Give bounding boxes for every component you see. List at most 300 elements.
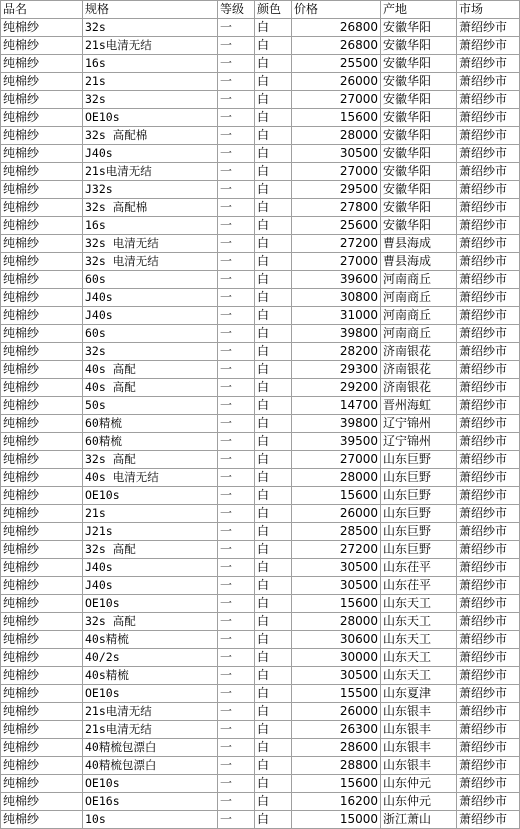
- table-row: [1, 127, 520, 145]
- cell-market: 萧绍纱市: [457, 361, 520, 379]
- table-row: [1, 91, 520, 109]
- table-row: [1, 55, 520, 73]
- cell-color: 白: [255, 487, 292, 505]
- cell-spec: OE10s: [83, 595, 218, 613]
- cell-color: 白: [255, 757, 292, 775]
- cell-grade: 一: [218, 19, 255, 37]
- cell-market: 萧绍纱市: [457, 811, 520, 829]
- table-row: [1, 289, 520, 307]
- cell-color: 白: [255, 271, 292, 289]
- cell-color: 白: [255, 19, 292, 37]
- cell-price: 30500: [292, 667, 381, 685]
- cell-grade: 一: [218, 811, 255, 829]
- cell-price: 15600: [292, 775, 381, 793]
- cell-product-name: 纯棉纱: [1, 163, 83, 181]
- cell-price: 28600: [292, 739, 381, 757]
- cell-spec: 40s 电清无结: [83, 469, 218, 487]
- cell-color: 白: [255, 145, 292, 163]
- table-row: [1, 523, 520, 541]
- table-row: [1, 19, 520, 37]
- cell-price: 39600: [292, 271, 381, 289]
- cell-color: 白: [255, 811, 292, 829]
- cell-product-name: 纯棉纱: [1, 631, 83, 649]
- cell-origin: 安徽华阳: [381, 109, 457, 127]
- cell-product-name: 纯棉纱: [1, 487, 83, 505]
- cell-spec: 21s: [83, 73, 218, 91]
- cell-price: 26800: [292, 37, 381, 55]
- table-row: [1, 361, 520, 379]
- cell-color: 白: [255, 379, 292, 397]
- cell-origin: 山东巨野: [381, 541, 457, 559]
- cell-color: 白: [255, 631, 292, 649]
- cell-price: 15500: [292, 685, 381, 703]
- cell-origin: 曹县海成: [381, 235, 457, 253]
- table-row: [1, 325, 520, 343]
- cell-price: 15600: [292, 487, 381, 505]
- cell-color: 白: [255, 469, 292, 487]
- cell-color: 白: [255, 181, 292, 199]
- cell-price: 28000: [292, 469, 381, 487]
- table-row: [1, 559, 520, 577]
- table-row: [1, 541, 520, 559]
- cell-price: 27800: [292, 199, 381, 217]
- cell-origin: 山东银丰: [381, 757, 457, 775]
- cell-market: 萧绍纱市: [457, 487, 520, 505]
- cell-color: 白: [255, 253, 292, 271]
- table-row: [1, 595, 520, 613]
- table-row: [1, 109, 520, 127]
- cell-grade: 一: [218, 685, 255, 703]
- cell-grade: 一: [218, 415, 255, 433]
- cell-color: 白: [255, 217, 292, 235]
- cell-grade: 一: [218, 757, 255, 775]
- cell-origin: 安徽华阳: [381, 217, 457, 235]
- header-color: 颜色: [255, 1, 292, 19]
- cell-color: 白: [255, 397, 292, 415]
- table-row: [1, 217, 520, 235]
- cell-grade: 一: [218, 721, 255, 739]
- cell-product-name: 纯棉纱: [1, 703, 83, 721]
- cell-grade: 一: [218, 343, 255, 361]
- cell-product-name: 纯棉纱: [1, 793, 83, 811]
- cell-market: 萧绍纱市: [457, 109, 520, 127]
- cell-color: 白: [255, 73, 292, 91]
- cell-spec: 60精梳: [83, 433, 218, 451]
- table-row: [1, 469, 520, 487]
- cell-color: 白: [255, 613, 292, 631]
- cell-origin: 济南银花: [381, 361, 457, 379]
- cell-grade: 一: [218, 217, 255, 235]
- cell-grade: 一: [218, 775, 255, 793]
- cell-market: 萧绍纱市: [457, 19, 520, 37]
- cell-market: 萧绍纱市: [457, 325, 520, 343]
- cell-color: 白: [255, 739, 292, 757]
- cell-color: 白: [255, 559, 292, 577]
- cell-price: 25600: [292, 217, 381, 235]
- cell-color: 白: [255, 109, 292, 127]
- cell-price: 30500: [292, 577, 381, 595]
- cell-product-name: 纯棉纱: [1, 685, 83, 703]
- cell-price: 27000: [292, 451, 381, 469]
- cell-product-name: 纯棉纱: [1, 127, 83, 145]
- cell-market: 萧绍纱市: [457, 163, 520, 181]
- cell-grade: 一: [218, 469, 255, 487]
- cell-price: 28800: [292, 757, 381, 775]
- cell-price: 27200: [292, 235, 381, 253]
- cell-market: 萧绍纱市: [457, 775, 520, 793]
- table-row: [1, 415, 520, 433]
- cell-price: 30000: [292, 649, 381, 667]
- cell-origin: 山东巨野: [381, 505, 457, 523]
- cell-spec: OE10s: [83, 109, 218, 127]
- cell-grade: 一: [218, 595, 255, 613]
- table-row: [1, 649, 520, 667]
- cell-market: 萧绍纱市: [457, 307, 520, 325]
- cell-grade: 一: [218, 541, 255, 559]
- cell-color: 白: [255, 703, 292, 721]
- cell-grade: 一: [218, 109, 255, 127]
- cell-origin: 河南商丘: [381, 271, 457, 289]
- cell-grade: 一: [218, 397, 255, 415]
- table-row: [1, 775, 520, 793]
- cell-grade: 一: [218, 73, 255, 91]
- cell-spec: 21s电清无结: [83, 163, 218, 181]
- cell-price: 15600: [292, 595, 381, 613]
- cell-origin: 山东天工: [381, 667, 457, 685]
- cell-product-name: 纯棉纱: [1, 397, 83, 415]
- cell-spec: 32s 高配: [83, 541, 218, 559]
- cell-product-name: 纯棉纱: [1, 19, 83, 37]
- cell-grade: 一: [218, 577, 255, 595]
- cell-product-name: 纯棉纱: [1, 325, 83, 343]
- cell-market: 萧绍纱市: [457, 379, 520, 397]
- table-row: [1, 685, 520, 703]
- cell-product-name: 纯棉纱: [1, 199, 83, 217]
- cell-origin: 山东巨野: [381, 487, 457, 505]
- cell-color: 白: [255, 523, 292, 541]
- cell-origin: 山东天工: [381, 631, 457, 649]
- cell-grade: 一: [218, 199, 255, 217]
- cell-origin: 山东银丰: [381, 703, 457, 721]
- table-row: [1, 307, 520, 325]
- cell-price: 30500: [292, 145, 381, 163]
- cell-product-name: 纯棉纱: [1, 739, 83, 757]
- cell-color: 白: [255, 343, 292, 361]
- cell-product-name: 纯棉纱: [1, 667, 83, 685]
- cell-market: 萧绍纱市: [457, 721, 520, 739]
- cell-market: 萧绍纱市: [457, 613, 520, 631]
- table-row: [1, 379, 520, 397]
- cell-grade: 一: [218, 559, 255, 577]
- cell-origin: 安徽华阳: [381, 199, 457, 217]
- cell-grade: 一: [218, 37, 255, 55]
- table-row: [1, 433, 520, 451]
- cell-origin: 安徽华阳: [381, 127, 457, 145]
- cell-color: 白: [255, 307, 292, 325]
- cell-spec: 60s: [83, 325, 218, 343]
- cell-price: 27000: [292, 91, 381, 109]
- cell-origin: 山东巨野: [381, 451, 457, 469]
- cell-color: 白: [255, 721, 292, 739]
- cell-grade: 一: [218, 55, 255, 73]
- cell-market: 萧绍纱市: [457, 667, 520, 685]
- cell-color: 白: [255, 667, 292, 685]
- cell-market: 萧绍纱市: [457, 343, 520, 361]
- cell-price: 25500: [292, 55, 381, 73]
- cell-color: 白: [255, 577, 292, 595]
- cell-color: 白: [255, 325, 292, 343]
- header-market: 市场: [457, 1, 520, 19]
- table-row: [1, 181, 520, 199]
- cell-product-name: 纯棉纱: [1, 289, 83, 307]
- cell-origin: 山东银丰: [381, 721, 457, 739]
- cell-product-name: 纯棉纱: [1, 361, 83, 379]
- cell-market: 萧绍纱市: [457, 55, 520, 73]
- cell-grade: 一: [218, 145, 255, 163]
- cell-price: 30600: [292, 631, 381, 649]
- cell-market: 萧绍纱市: [457, 73, 520, 91]
- cell-product-name: 纯棉纱: [1, 235, 83, 253]
- cell-origin: 山东茌平: [381, 559, 457, 577]
- cell-spec: 40s 高配: [83, 361, 218, 379]
- cell-color: 白: [255, 289, 292, 307]
- cell-price: 28000: [292, 127, 381, 145]
- cell-product-name: 纯棉纱: [1, 145, 83, 163]
- cell-spec: 21s电清无结: [83, 703, 218, 721]
- header-product-name: 品名: [1, 1, 83, 19]
- cell-origin: 安徽华阳: [381, 37, 457, 55]
- cell-color: 白: [255, 199, 292, 217]
- cell-spec: 16s: [83, 217, 218, 235]
- cell-spec: J40s: [83, 145, 218, 163]
- cell-origin: 河南商丘: [381, 289, 457, 307]
- cell-spec: OE16s: [83, 793, 218, 811]
- cell-market: 萧绍纱市: [457, 415, 520, 433]
- cell-grade: 一: [218, 667, 255, 685]
- cell-market: 萧绍纱市: [457, 685, 520, 703]
- cell-origin: 安徽华阳: [381, 73, 457, 91]
- cell-origin: 安徽华阳: [381, 145, 457, 163]
- cell-price: 28000: [292, 613, 381, 631]
- header-origin: 产地: [381, 1, 457, 19]
- cell-product-name: 纯棉纱: [1, 541, 83, 559]
- cell-grade: 一: [218, 235, 255, 253]
- cell-price: 27000: [292, 253, 381, 271]
- cell-price: 26300: [292, 721, 381, 739]
- cell-spec: J32s: [83, 181, 218, 199]
- cell-color: 白: [255, 127, 292, 145]
- cell-product-name: 纯棉纱: [1, 37, 83, 55]
- cell-product-name: 纯棉纱: [1, 757, 83, 775]
- cell-product-name: 纯棉纱: [1, 559, 83, 577]
- cell-spec: 16s: [83, 55, 218, 73]
- table-row: [1, 451, 520, 469]
- cell-market: 萧绍纱市: [457, 433, 520, 451]
- cell-product-name: 纯棉纱: [1, 253, 83, 271]
- cell-spec: 40s 高配: [83, 379, 218, 397]
- cell-grade: 一: [218, 487, 255, 505]
- cell-grade: 一: [218, 289, 255, 307]
- cell-price: 39500: [292, 433, 381, 451]
- cell-grade: 一: [218, 505, 255, 523]
- cell-product-name: 纯棉纱: [1, 775, 83, 793]
- cell-origin: 山东天工: [381, 595, 457, 613]
- table-row: [1, 163, 520, 181]
- cell-color: 白: [255, 361, 292, 379]
- cell-spec: 40精梳包漂白: [83, 757, 218, 775]
- cell-price: 15600: [292, 109, 381, 127]
- cell-color: 白: [255, 235, 292, 253]
- cell-grade: 一: [218, 523, 255, 541]
- cell-color: 白: [255, 163, 292, 181]
- cell-grade: 一: [218, 703, 255, 721]
- table-row: [1, 37, 520, 55]
- cell-price: 16200: [292, 793, 381, 811]
- cell-market: 萧绍纱市: [457, 577, 520, 595]
- header-grade: 等级: [218, 1, 255, 19]
- cell-color: 白: [255, 649, 292, 667]
- cell-product-name: 纯棉纱: [1, 523, 83, 541]
- cell-spec: 10s: [83, 811, 218, 829]
- table-row: [1, 145, 520, 163]
- cell-origin: 浙江萧山: [381, 811, 457, 829]
- cell-spec: 40精梳包漂白: [83, 739, 218, 757]
- cell-origin: 山东仲元: [381, 793, 457, 811]
- table-row: [1, 505, 520, 523]
- cell-market: 萧绍纱市: [457, 523, 520, 541]
- cell-price: 39800: [292, 415, 381, 433]
- cell-spec: 40s精梳: [83, 631, 218, 649]
- cell-origin: 山东茌平: [381, 577, 457, 595]
- cell-color: 白: [255, 685, 292, 703]
- cell-spec: 32s: [83, 343, 218, 361]
- cell-price: 27200: [292, 541, 381, 559]
- cell-color: 白: [255, 451, 292, 469]
- cell-grade: 一: [218, 253, 255, 271]
- cell-product-name: 纯棉纱: [1, 415, 83, 433]
- table-row: [1, 613, 520, 631]
- cell-market: 萧绍纱市: [457, 91, 520, 109]
- cell-market: 萧绍纱市: [457, 145, 520, 163]
- table-row: [1, 73, 520, 91]
- cell-color: 白: [255, 775, 292, 793]
- cell-origin: 山东天工: [381, 649, 457, 667]
- cell-spec: 50s: [83, 397, 218, 415]
- cell-spec: 21s: [83, 505, 218, 523]
- cell-market: 萧绍纱市: [457, 37, 520, 55]
- header-spec: 规格: [83, 1, 218, 19]
- cell-market: 萧绍纱市: [457, 505, 520, 523]
- cell-market: 萧绍纱市: [457, 595, 520, 613]
- cell-price: 26000: [292, 73, 381, 91]
- cell-product-name: 纯棉纱: [1, 505, 83, 523]
- cell-origin: 山东天工: [381, 613, 457, 631]
- table-row: [1, 721, 520, 739]
- cell-spec: J40s: [83, 559, 218, 577]
- cell-product-name: 纯棉纱: [1, 91, 83, 109]
- cell-color: 白: [255, 37, 292, 55]
- table-row: [1, 199, 520, 217]
- cell-product-name: 纯棉纱: [1, 343, 83, 361]
- cell-grade: 一: [218, 739, 255, 757]
- cell-color: 白: [255, 505, 292, 523]
- cell-market: 萧绍纱市: [457, 649, 520, 667]
- cell-origin: 河南商丘: [381, 325, 457, 343]
- cell-market: 萧绍纱市: [457, 451, 520, 469]
- cell-spec: J40s: [83, 289, 218, 307]
- cell-origin: 河南商丘: [381, 307, 457, 325]
- table-row: [1, 577, 520, 595]
- cell-spec: 32s 电清无结: [83, 253, 218, 271]
- cell-spec: OE10s: [83, 685, 218, 703]
- cell-origin: 安徽华阳: [381, 19, 457, 37]
- cell-price: 26800: [292, 19, 381, 37]
- cell-origin: 晋州海虹: [381, 397, 457, 415]
- cell-price: 27000: [292, 163, 381, 181]
- table-row: [1, 397, 520, 415]
- cell-price: 26000: [292, 505, 381, 523]
- table-row: [1, 631, 520, 649]
- cell-grade: 一: [218, 163, 255, 181]
- cell-origin: 安徽华阳: [381, 181, 457, 199]
- cell-spec: OE10s: [83, 775, 218, 793]
- cell-color: 白: [255, 55, 292, 73]
- cell-product-name: 纯棉纱: [1, 721, 83, 739]
- cell-market: 萧绍纱市: [457, 469, 520, 487]
- cell-product-name: 纯棉纱: [1, 451, 83, 469]
- cell-grade: 一: [218, 433, 255, 451]
- cell-grade: 一: [218, 181, 255, 199]
- cell-price: 29200: [292, 379, 381, 397]
- cell-spec: 32s: [83, 19, 218, 37]
- cell-spec: J40s: [83, 307, 218, 325]
- cell-market: 萧绍纱市: [457, 181, 520, 199]
- table-row: [1, 703, 520, 721]
- cell-product-name: 纯棉纱: [1, 379, 83, 397]
- table-row: [1, 253, 520, 271]
- cell-market: 萧绍纱市: [457, 541, 520, 559]
- cell-product-name: 纯棉纱: [1, 307, 83, 325]
- cell-market: 萧绍纱市: [457, 793, 520, 811]
- cell-product-name: 纯棉纱: [1, 469, 83, 487]
- table-row: [1, 487, 520, 505]
- cell-grade: 一: [218, 649, 255, 667]
- cell-spec: J21s: [83, 523, 218, 541]
- cell-price: 15000: [292, 811, 381, 829]
- cell-grade: 一: [218, 361, 255, 379]
- cell-color: 白: [255, 541, 292, 559]
- cell-origin: 山东夏津: [381, 685, 457, 703]
- cell-origin: 安徽华阳: [381, 55, 457, 73]
- cell-grade: 一: [218, 379, 255, 397]
- cell-price: 28500: [292, 523, 381, 541]
- cell-origin: 济南银花: [381, 343, 457, 361]
- cell-grade: 一: [218, 307, 255, 325]
- cell-market: 萧绍纱市: [457, 397, 520, 415]
- cell-price: 26000: [292, 703, 381, 721]
- cell-spec: OE10s: [83, 487, 218, 505]
- cell-market: 萧绍纱市: [457, 757, 520, 775]
- cell-grade: 一: [218, 613, 255, 631]
- cell-price: 30800: [292, 289, 381, 307]
- cell-spec: 32s 高配棉: [83, 127, 218, 145]
- table-row: [1, 793, 520, 811]
- cell-market: 萧绍纱市: [457, 631, 520, 649]
- cell-market: 萧绍纱市: [457, 217, 520, 235]
- table-row: [1, 271, 520, 289]
- cell-origin: 山东巨野: [381, 523, 457, 541]
- cell-price: 30500: [292, 559, 381, 577]
